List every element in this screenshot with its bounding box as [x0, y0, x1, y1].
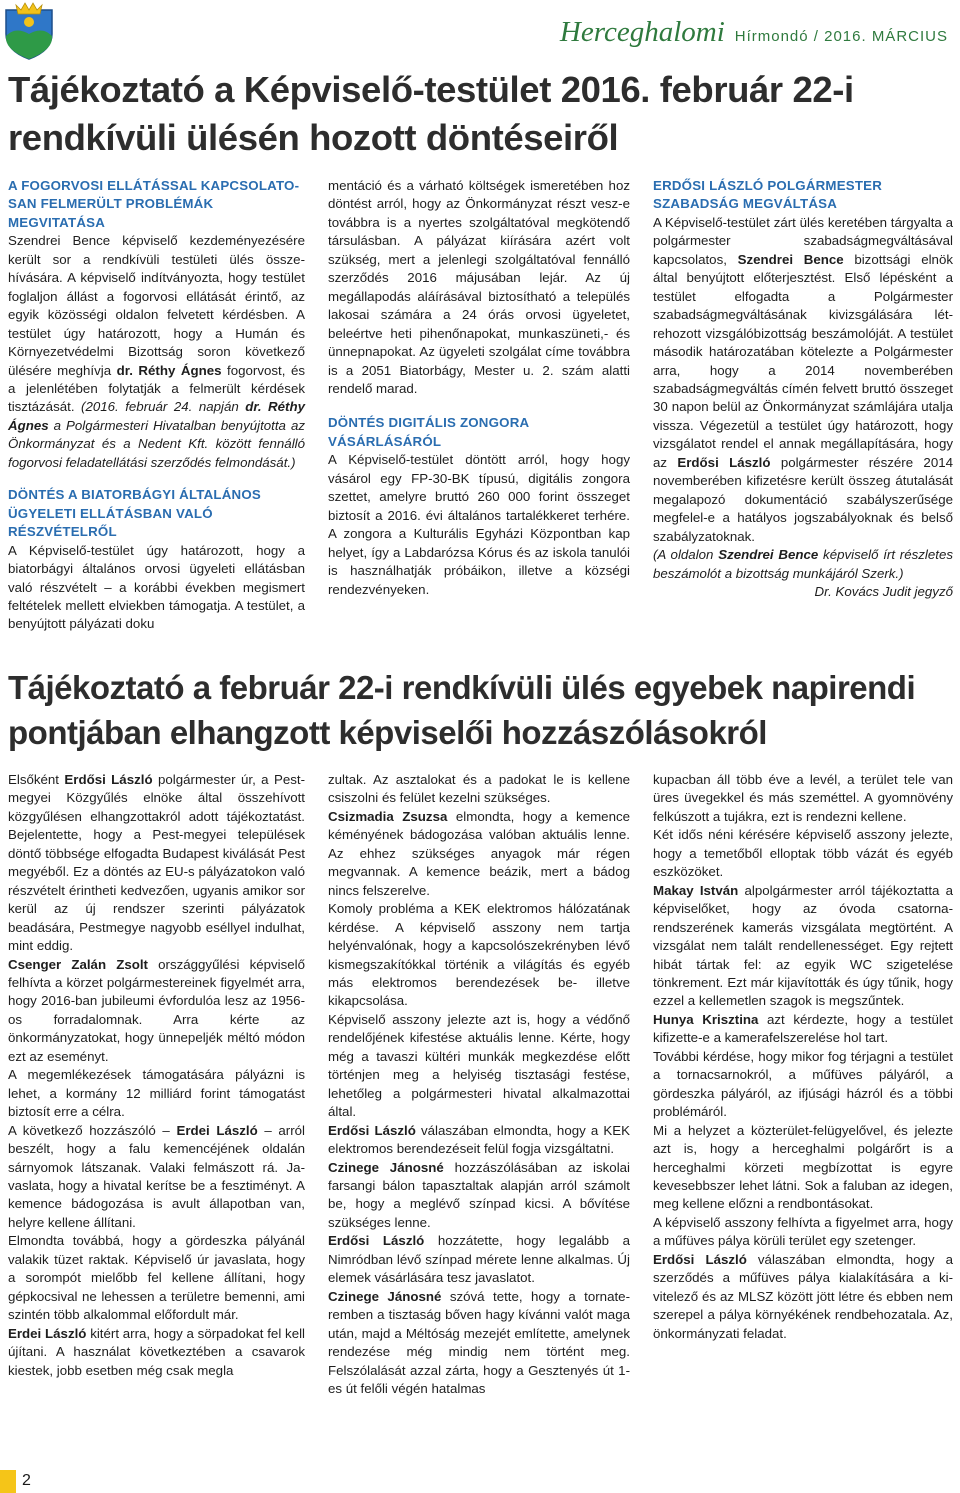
article2-column-2 [328, 771, 630, 1398]
article2-title-line2: pontjában elhangzott képviselői hozzászólásokról [8, 714, 767, 751]
page-accent-bar [0, 1470, 16, 1493]
paragraph: A Képviselő-testület zárt ülés keretében tárgyalta a polgármester szabadságmegváltásával kapcsolatos, Szendrei Bence bizottsági elnök által benyújtott előterjesztést. Első lépésként a testület elfogadta a Polgármester szabadságmegváltásának kivizsgálására létrehozott vizsgálóbizottság beszámolóját. A testület második határozatában kötelezte a Polgármester arra, hogy a 2014 novemberében szabadságmegváltás címén felvett bruttó összeget 30 napon belül az Önkormányzat számlájára utalja vissza. Végezetül a testület úgy határozott, hogy vizsgálatot rendel el annak megállapítására, hogy az Erdősi László polgármester részére 2014 novemberében kifizetésre került összeg átutalását megalapozó dokumentáció szabályszerűsége megfelel-e a hatályos jogszabályoknak és belső szabályzatoknak. [653, 214, 953, 544]
paragraph: zultak. Az asztalokat és a padokat le is kellene csiszolni és felület kezelni szükséges. [328, 772, 630, 806]
article1-title-line1: Tájékoztató a Képviselő-testület 2016. február 22-i [8, 69, 854, 110]
paragraph: Czinege Jánosné szóvá tette, hogy a tornateremben a tisztaság bőven hagy kívánni valót maga után, majd a Méltóság mezejét említette, amelynek rendezése még mindig nem történt meg. Felszólalását azzal zárta, hogy a Gesztenyés út 1-es út felőli végén hatalmas [328, 1288, 631, 1396]
article1-title [8, 66, 854, 162]
paragraph: Csizmadia Zsuzsa elmondta, hogy a kemence kéményének bádogozása valóban aktuális lenne. Az ehhez szükséges anyagok már régen megvannak. A kemence beázik, mert a bádog nincs felszerelve. [328, 808, 631, 898]
paragraph: A következő hozzászóló – Erdei László – arról beszélt, hogy a falu kemencéjének oldalán sárnyomok látszanak. Valaki felmászott rá. Javaslata, hogy a hivatal kerítse be a fesztiményt. A kemence bádogozása is avult állapotban van, helyre kellene állítani. [8, 1122, 306, 1230]
paragraph: A megemlékezések támogatására pályázni is lehet, a kormány 12 milliárd forint támogatást biztosít erre a célra. [8, 1067, 305, 1120]
article1-column-3 [653, 177, 953, 601]
paragraph: Makay István alpolgármester arról tájékoztatta a képviselőket, hogy az óvoda csatornarendszerének kamerás vizsgálata megtörtént. A vizsgálat nem talált rendellenességet. Egy rejtett hibát tártak fel: az egyik WC szigetelése tönkrement. Ezt már kijavították és úgy tűnik, hogy ezzel a kellemetlen szagok is megszűntek. [653, 882, 953, 1009]
section-heading-mayor-leave: ERDŐSI LÁSZLÓ POLGÁRMESTER SZABADSÁG MEGVÁLTÁSA [653, 178, 883, 212]
paragraph: Erdei László kitért arra, hogy a sörpadokat fel kell újítani. A használat következtében a csavarok kiestek, jobb esetben még csak megla [8, 1325, 306, 1378]
paragraph: Elsőként Erdősi László polgármester úr, a Pest-megyei Közgyűlés elnöke által összehívott közgyűlésen elhangzottakról adott tájékoztatást. Bejelentette, hogy a Pest-megyei települések döntő többsége elfogadta Budapest kiválását Pest megyéből. Ez a döntés az EU-s pályázatokon való részvételt érintheti kedvezően, ugyanis amikor sor kerül az új rendszer szerinti pályázatok beadására, Pestmegye nagyobb eséllyel indulhat, mint eddig. [8, 772, 306, 954]
editor-note: (A oldalon Szendrei Bence képviselő írt részletes beszámolót a bizottság munkájáról Szerk.) [653, 547, 954, 581]
article2-column-3 [653, 771, 953, 1343]
page-number: 2 [22, 1472, 31, 1489]
paragraph: Erdősi László válaszában elmondta, hogy a KEK elektromos berendezéseit felül fogja vizsgáltatni. [328, 1122, 630, 1157]
paragraph: Elmondta továbbá, hogy a gördeszka pályánál valakik tüzet raktak. Képviselő úr javaslata, hogy a sorompót mielőbb fel kellene állítani, hogy gépkocsival ne lehessen a területre bemenni, ami szintén több alkalommal előfordult már. [8, 1233, 305, 1323]
village-crest-icon [0, 0, 58, 60]
article2-title [8, 665, 915, 755]
paragraph: Szendrei Bence képviselő kezdeményezésére került sor a rendkívüli testületi ülés összehívására. A képviselő indítványozta, hogy testület foglaljon állást a fogorvosi ellátását érintő, az egyik közösségi oldalon felvetett kérdésben. A testület úgy határozott, hogy a Humán és Környezetvédelmi Bizottság soron következő ülésére meghívja dr. Réthy Ágnes fogorvost, és a jelenlétében folytatják a felmerült kérdések tisztázását. (2016. február 24. napján dr. Réthy Ágnes a Polgármesteri Hivatalban benyújtotta az Önkormányzat és a Nedent Kft. között fennálló fogorvosi feladatellátási szerződés felmondását.) [8, 233, 305, 470]
signature: Dr. Kovács Judit jegyző [814, 583, 953, 599]
paragraph: Erdősi László hozzátette, hogy legalább a Nimródban lévő színpad mérete lenne alkalmas. Új elemek vásárlására tesz javaslatot. [328, 1233, 630, 1286]
paragraph: Képviselő asszony jelezte azt is, hogy a védőnő rendelőjének kifestése aktuális lenne. Kérte, hogy még a tavaszi kültéri munkák megkezdése előtt történjen meg a helyiség tisztasági festése, lehetőleg a polgármesteri hivatal alkalmazottai által. [328, 1011, 630, 1120]
paragraph: Komoly probléma a KEK elektromos hálózatának kérdése. A képviselő asszony nem tartja helyénvalónak, hogy a kapcsolószekrényben lévő kismegszakítókkal történik a világítás és egyéb más elektromos berendezések be- illetve kikapcsolása. [328, 901, 630, 1009]
masthead [560, 16, 948, 49]
paragraph: A képviselő asszony felhívta a figyelmet arra, hogy a műfüves pálya körüli terület egy szetenger. [653, 1214, 953, 1249]
article2-column-1 [8, 771, 305, 1380]
paragraph: Hunya Krisztina azt kérdezte, hogy a testület kifizette-e a kamerafelszerelése hol tart. [653, 1011, 953, 1046]
section-heading-piano: DÖNTÉS DIGITÁLIS ZONGORA VÁSÁRLÁSÁRÓL [328, 415, 529, 449]
paragraph: kupacban áll több éve a levél, a terület tele van üres üvegekkel és más szeméttel. A gyomnövény felkúszott a tujákra, ezt is rendezni kellene. [653, 772, 953, 824]
paragraph: Csenger Zalán Zsolt országgyűlési képviselő felhívta a körzet polgármestereinek figyelmét arra, hogy 2016-ban jubileumi évfordulóa lesz az 1956-os forradalomnak. Arra kérte az önkormányzatokat, hogy ünnepeljék méltó módon ezt az eseményt. [8, 956, 305, 1064]
paragraph: Mi a helyzet a közterület-felügyelővel, és jelezte azt is, hogy a herceghalmi polgárőrt is a herceghalmi körzeti megbízottat is egyre kevesebbszer lehet látni. Sok a faluban az idegen, meg kellene előzni a rendbontásokat. [653, 1122, 953, 1212]
paragraph: mentáció és a várható költségek ismeretében hoz döntést arról, hogy az Önkormányzat részt vesz-e továbbra is a nyertes szolgáltatóval megkötendő társulásban. A pályázat kiírására azért volt szükség, mert a jelenlegi szolgáltatóval fennálló szerződés 2016 májusában lejár. Az új megállapodás aláírásával biztosítható a település lakosai számára a 24 órás orvosi ügyeletet, beleértve heti pihenőnapokat, munkaszüneti,- és ünnepnapokat. Az ügyeleti szolgálat címe továbbra is a 2051 Biatorbágy, Mester u. 2. szám alatti rendelő marad. [328, 178, 630, 396]
section-heading-dental: A FOGORVOSI ELLÁTÁSSAL KAPCSOLATOSAN FELMERÜLT PROBLÉMÁK MEGVITATÁSA [8, 178, 300, 230]
article2-title-line1: Tájékoztató a február 22-i rendkívüli ülés egyebek napirendi [8, 669, 916, 706]
paragraph: Erdősi László válaszában elmondta, hogy a szerződés a műfüves pálya kialakítására a kivitelező és az MLSZ között jött létre és ebben nem szerepel a pálya környékének rendbehozatala. Az, önkormányzati feladat. [653, 1251, 953, 1341]
article1-column-1 [8, 177, 305, 634]
section-heading-duty-care: DÖNTÉS A BIATORBÁGYI ÁLTALÁNOS ÜGYELETI ELLÁTÁSBAN VALÓ RÉSZVÉTELRŐL [8, 487, 261, 540]
issue-label: Hírmondó / 2016. MÁRCIUS [734, 28, 948, 45]
article1-title-line2: rendkívüli ülésén hozott döntéseiről [8, 117, 619, 158]
paragraph: Két idős néni kérésére képviselő asszony jelezte, hogy a temetőből elloptak több vázát és egyéb eszközöket. [653, 827, 953, 880]
paragraph: Czinege Jánosné hozzászólásában az iskolai farsangi bálon tapasztaltak alapján arról számolt be, hogy a meglévő színpad kicsi. A bővítése szükséges lenne. [328, 1159, 630, 1230]
article1-column-2 [328, 177, 630, 599]
paragraph: A Képviselő-testület döntött arról, hogy hogy vásárol egy FP-30-BK típusú, digitális zongora szettet, amelyre bruttó 260 000 forint összeget biztosít a 2016. évi általános tartalékkeret terhére. A zongora a Kulturális Egyházi Központban kap helyet, így a Labdarózsa Kórus és az iskola tanulói is használhatják próbáikon, illetve a községi rendezvényeken. [328, 452, 630, 597]
publication-name: Herceghalomi [559, 16, 725, 48]
paragraph: További kérdése, hogy mikor fog térjagni a testület a tornacsarnokról, a műfüves pályáról, a gördeszka pályáról, az ifjúsági házról és a többi problémáról. [653, 1048, 953, 1120]
paragraph: A Képviselő-testület úgy határozott, hogy a biatorbágyi általános orvosi ügyeleti ellátásban való részvételt – a korábbi években megismert feltételek mellett elviekben támogatja. A testület, a benyújtott pályázati doku [8, 542, 305, 632]
